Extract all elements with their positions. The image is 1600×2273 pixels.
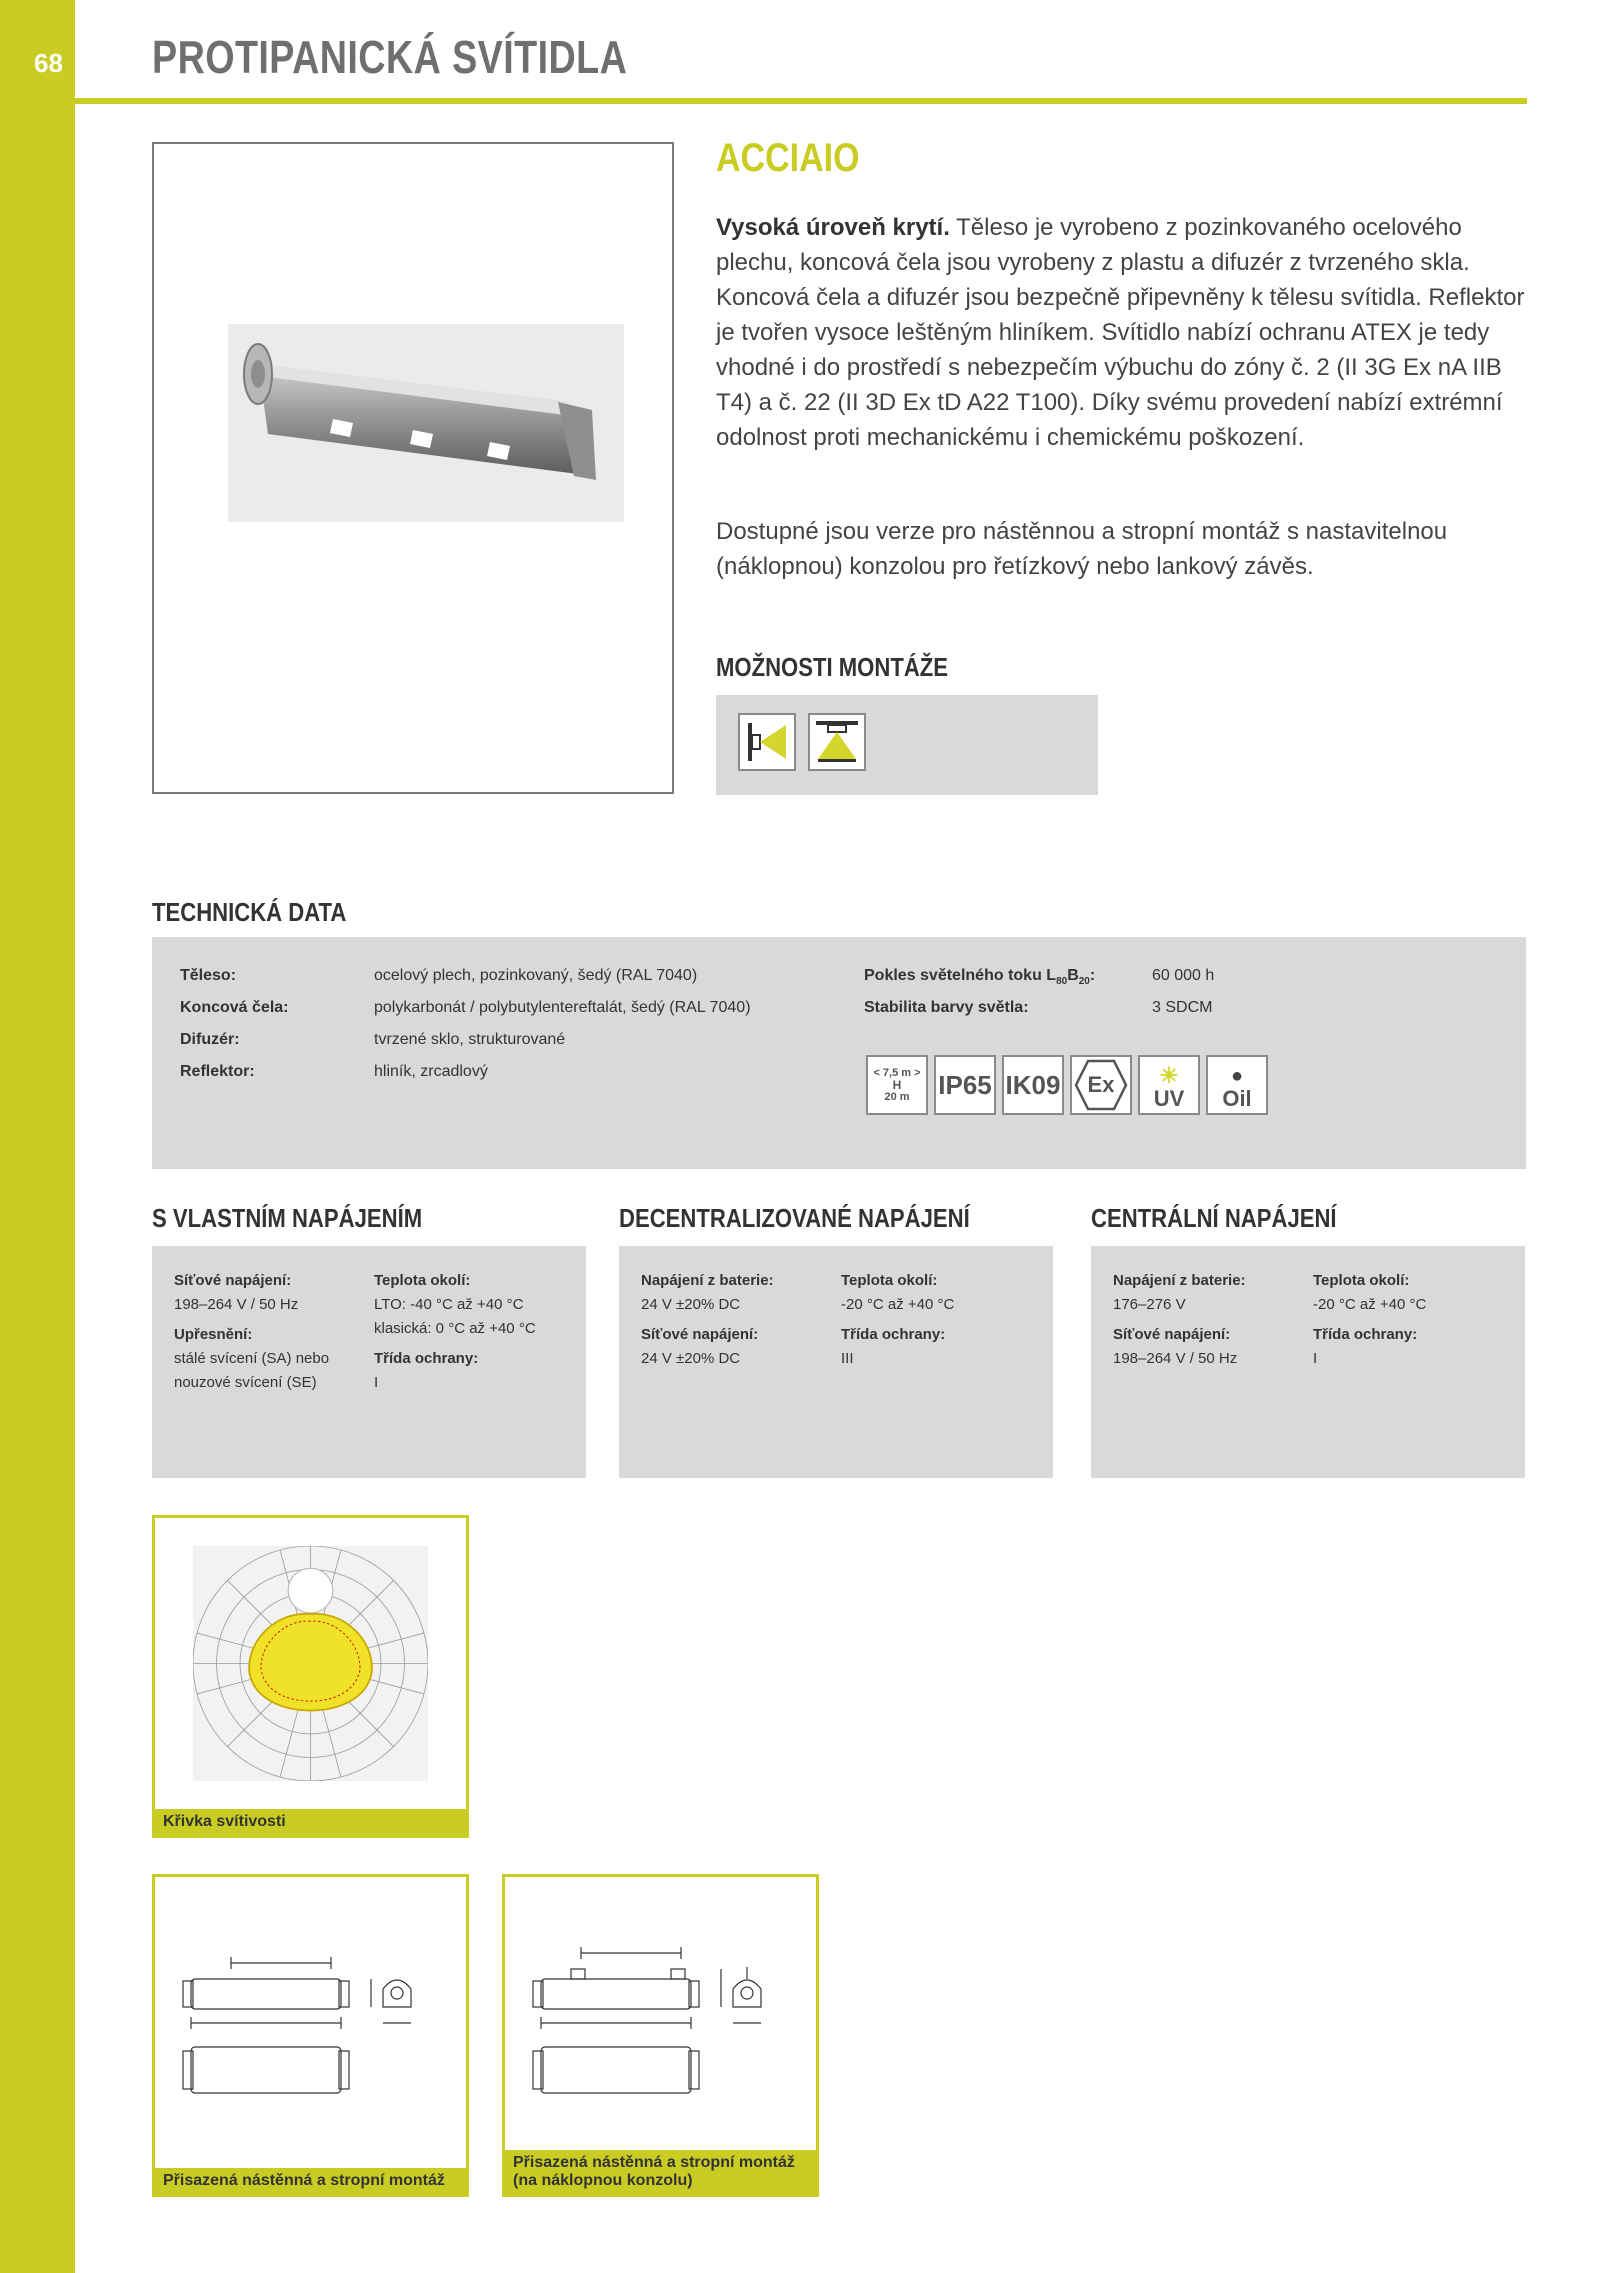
- tech-value-body: ocelový plech, pozinkovaný, šedý (RAL 7040): [374, 967, 698, 984]
- tech-label-color-stability: Stabilita barvy světla:: [864, 999, 1029, 1016]
- caption-line: Přisazená nástěnná a stropní montáž: [513, 2154, 795, 2171]
- sun-icon: ☀: [1159, 1063, 1179, 1088]
- power-label: Teplota okolí:: [841, 1272, 938, 1289]
- tech-value-lumen-decline: 60 000 h: [1152, 967, 1215, 984]
- dimension-drawing-2: [502, 1874, 819, 2197]
- dimension-drawing-1-caption: Přisazená nástěnná a stropní montáž: [155, 2168, 466, 2194]
- power-heading-decentral: DECENTRALIZOVANÉ NAPÁJENÍ: [619, 1203, 970, 1233]
- power-value: 24 V ±20% DC: [641, 1296, 741, 1313]
- power-value: klasická: 0 °C až +40 °C: [374, 1320, 536, 1337]
- page-title: PROTIPANICKÁ SVÍTIDLA: [152, 31, 628, 83]
- tech-data-panel: [152, 937, 1526, 1169]
- light-curve-frame: [152, 1515, 469, 1838]
- ex-atex-badge: Ex: [1070, 1055, 1132, 1115]
- ceiling-mount-icon: [808, 713, 866, 771]
- power-value: 176–276 V: [1113, 1296, 1186, 1313]
- power-label: Síťové napájení:: [174, 1272, 292, 1289]
- power-value: -20 °C až +40 °C: [1313, 1296, 1427, 1313]
- power-heading-self: S VLASTNÍM NAPÁJENÍM: [152, 1203, 423, 1233]
- power-value: LTO: -40 °C až +40 °C: [374, 1296, 524, 1313]
- power-heading-central: CENTRÁLNÍ NAPÁJENÍ: [1091, 1203, 1337, 1233]
- tech-label-body: Těleso:: [180, 967, 237, 984]
- mounting-options-panel: [716, 695, 1098, 795]
- tech-value-reflector: hliník, zrcadlový: [374, 1063, 488, 1080]
- power-label: Napájení z baterie:: [641, 1272, 774, 1289]
- polar-light-curve: [193, 1546, 428, 1781]
- technical-drawing: [161, 1907, 461, 2127]
- tech-data-heading: TECHNICKÁ DATA: [152, 897, 347, 927]
- power-panel-self: [152, 1246, 586, 1478]
- power-value: 198–264 V / 50 Hz: [1113, 1350, 1238, 1367]
- uv-resistant-badge: ☀ UV: [1138, 1055, 1200, 1115]
- oil-resistant-badge: ● Oil: [1206, 1055, 1268, 1115]
- caption-line: (na náklopnou konzolu): [513, 2172, 693, 2189]
- power-value: -20 °C až +40 °C: [841, 1296, 955, 1313]
- light-curve-caption: Křivka svítivosti: [155, 1809, 466, 1835]
- dimension-drawing-1: [152, 1874, 469, 2197]
- header-rule: [75, 98, 1527, 104]
- power-label: Napájení z baterie:: [1113, 1272, 1246, 1289]
- power-value: stálé svícení (SA) nebo: [174, 1350, 330, 1367]
- power-value: 198–264 V / 50 Hz: [174, 1296, 299, 1313]
- power-label: Třída ochrany:: [374, 1350, 479, 1367]
- description-lead: Vysoká úroveň krytí.: [716, 214, 950, 241]
- luminaire-illustration: [228, 324, 624, 522]
- tech-value-color-stability: 3 SDCM: [1152, 999, 1213, 1016]
- description-body: Těleso je vyrobeno z pozinkovaného ocelového plechu, koncová čela jsou vyrobeny z plastu a difuzér z tvrzeného skla. Koncová čela a difuzér jsou bezpečně připevněny k tělesu svítidla. Reflektor je tvořen vysoce leštěným hliníkem. Svítidlo nabízí ochranu ATEX je tedy vhodné i do prostředí s nebezpečím výbuchu do zóny č. 2 (II 3G Ex nA IIB T4) a č. 22 (II 3D Ex tD A22 T100). Díky svému provedení nabízí extrémní odolnost proti mechanickému i chemickému poškození.: [716, 214, 1525, 451]
- power-value: 24 V ±20% DC: [641, 1350, 741, 1367]
- power-value: I: [374, 1374, 379, 1391]
- product-photo: [228, 324, 624, 522]
- mounting-heading: MOŽNOSTI MONTÁŽE: [716, 652, 949, 682]
- tech-label-endcaps: Koncová čela:: [180, 999, 289, 1016]
- power-panel-decentral: [619, 1246, 1053, 1478]
- tech-value-diffuser: tvrzené sklo, strukturované: [374, 1031, 566, 1048]
- power-value: I: [1313, 1350, 1318, 1367]
- drop-icon: ●: [1230, 1065, 1244, 1087]
- tech-value-endcaps: polykarbonát / polybutylentereftalát, šedý (RAL 7040): [374, 999, 751, 1016]
- power-value: III: [841, 1350, 854, 1367]
- power-label: Třída ochrany:: [841, 1326, 946, 1343]
- power-label: Síťové napájení:: [641, 1326, 759, 1343]
- tech-label-lumen-decline: Pokles světelného toku $L_{80}B_{20}$:: [864, 967, 1096, 988]
- product-title: ACCIAIO: [716, 136, 860, 180]
- power-value: nouzové svícení (SE): [174, 1374, 317, 1391]
- ik-rating-badge: IK09: [1002, 1055, 1064, 1115]
- power-label: Třída ochrany:: [1313, 1326, 1418, 1343]
- product-description-mounting: Dostupné jsou verze pro nástěnnou a stropní montáž s nastavitelnou (náklopnou) konzolou pro řetízkový nebo lankový závěs.: [716, 518, 1448, 580]
- product-description: [716, 210, 1526, 455]
- wall-mount-icon: [738, 713, 796, 771]
- power-panel-central: [1091, 1246, 1525, 1478]
- technical-drawing: [511, 1907, 811, 2127]
- product-image-frame: [152, 142, 674, 794]
- power-label: Teplota okolí:: [374, 1272, 471, 1289]
- page-number: 68: [34, 48, 63, 78]
- tech-label-diffuser: Difuzér:: [180, 1031, 240, 1048]
- ip-rating-badge: IP65: [934, 1055, 996, 1115]
- tech-label-reflector: Reflektor:: [180, 1063, 255, 1080]
- power-label: Upřesnění:: [174, 1326, 253, 1343]
- power-label: Síťové napájení:: [1113, 1326, 1231, 1343]
- power-label: Teplota okolí:: [1313, 1272, 1410, 1289]
- accent-sidebar: [0, 0, 75, 2273]
- viewing-distance-badge: < 7,5 m > H 20 m: [866, 1055, 928, 1115]
- dimension-drawing-2-caption: [505, 2150, 816, 2194]
